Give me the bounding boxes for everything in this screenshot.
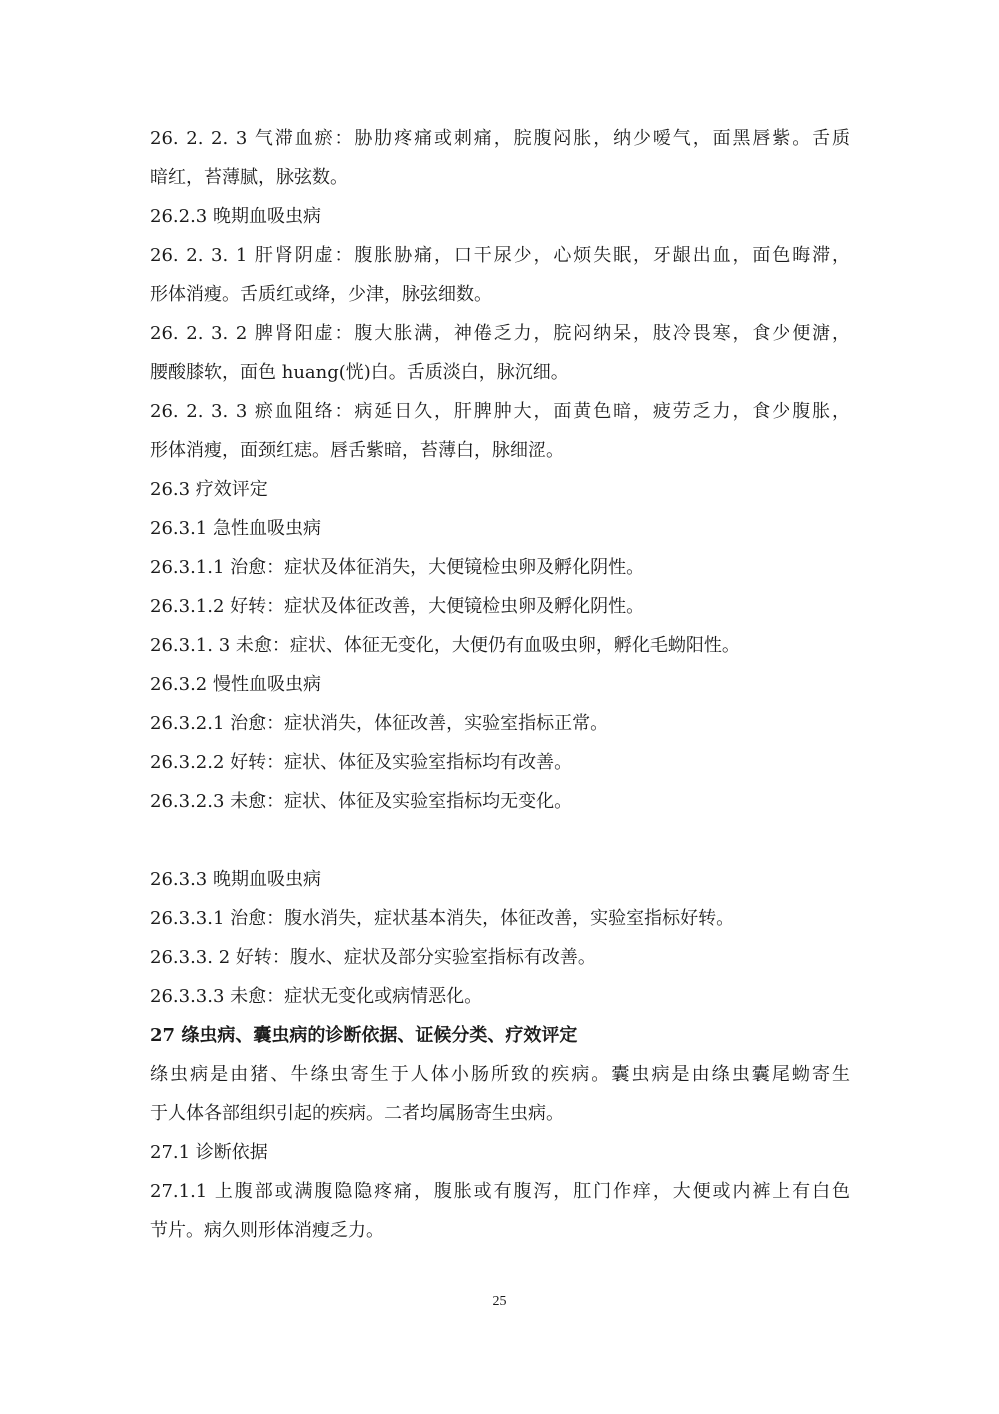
text-line: 节片。病久则形体消瘦乏力。 (150, 1220, 384, 1241)
section-heading: 26.3 疗效评定 (150, 479, 268, 500)
text-line: 26. 2. 2. 3 气滞血瘀：胁肋疼痛或刺痛，脘腹闷胀，纳少嗳气，面黑唇紫。舌质 (150, 128, 850, 149)
section-heading: 27.1 诊断依据 (150, 1142, 268, 1163)
text-line: 暗红，苔薄腻，脉弦数。 (150, 167, 348, 188)
text-line: 26.3.3.3 未愈：症状无变化或病情恶化。 (150, 986, 483, 1007)
text-line: 26.3.1. 3 未愈：症状、体征无变化，大便仍有血吸虫卵，孵化毛蚴阳性。 (150, 635, 740, 656)
text-line: 26.3.2.3 未愈：症状、体征及实验室指标均无变化。 (150, 791, 573, 812)
text-line: 形体消瘦。舌质红或绛，少津，脉弦细数。 (150, 284, 492, 305)
text-line: 26.3.1.1 治愈：症状及体征消失，大便镜检虫卵及孵化阴性。 (150, 557, 645, 578)
text-line: 26. 2. 3. 1 肝肾阴虚：腹胀胁痛，口干尿少，心烦失眠，牙龈出血，面色晦滞， (150, 245, 850, 266)
text-line: 27.1.1 上腹部或满腹隐隐疼痛，腹胀或有腹泻，肛门作痒，大便或内裤上有白色 (150, 1181, 850, 1202)
text-line: 26. 2. 3. 3 瘀血阻络：病延日久，肝脾肿大，面黄色暗，疲劳乏力，食少腹胀， (150, 401, 850, 422)
text-line: 26. 2. 3. 2 脾肾阳虚：腹大胀满，神倦乏力，脘闷纳呆，肢冷畏寒，食少便溏， (150, 323, 850, 344)
text-line: 26.3.3. 2 好转：腹水、症状及部分实验室指标有改善。 (150, 947, 596, 968)
page-number: 25 (492, 1294, 507, 1309)
section-heading: 26.2.3 晚期血吸虫病 (150, 206, 321, 227)
section-heading: 26.3.2 慢性血吸虫病 (150, 674, 321, 695)
text-line: 腰酸膝软，面色 huang(恍)白。舌质淡白，脉沉细。 (150, 362, 569, 383)
section-heading: 26.3.1 急性血吸虫病 (150, 518, 321, 539)
text-line: 26.3.2.1 治愈：症状消失，体征改善，实验室指标正常。 (150, 713, 609, 734)
page-body (150, 119, 850, 1250)
section-heading: 26.3.3 晚期血吸虫病 (150, 869, 321, 890)
blank-line (150, 821, 850, 860)
text-line: 26.3.1.2 好转：症状及体征改善，大便镜检虫卵及孵化阴性。 (150, 596, 645, 617)
text-line: 26.3.3.1 治愈：腹水消失，症状基本消失，体征改善，实验室指标好转。 (150, 908, 735, 929)
chapter-heading: 27 绦虫病、囊虫病的诊断依据、证候分类、疗效评定 (150, 1025, 578, 1046)
text-line: 形体消瘦，面颈红痣。唇舌紫暗，苔薄白，脉细涩。 (150, 440, 564, 461)
text-line: 于人体各部组织引起的疾病。二者均属肠寄生虫病。 (150, 1103, 564, 1124)
text-line: 绦虫病是由猪、牛绦虫寄生于人体小肠所致的疾病。囊虫病是由绦虫囊尾蚴寄生 (150, 1064, 850, 1085)
text-line: 26.3.2.2 好转：症状、体征及实验室指标均有改善。 (150, 752, 573, 773)
